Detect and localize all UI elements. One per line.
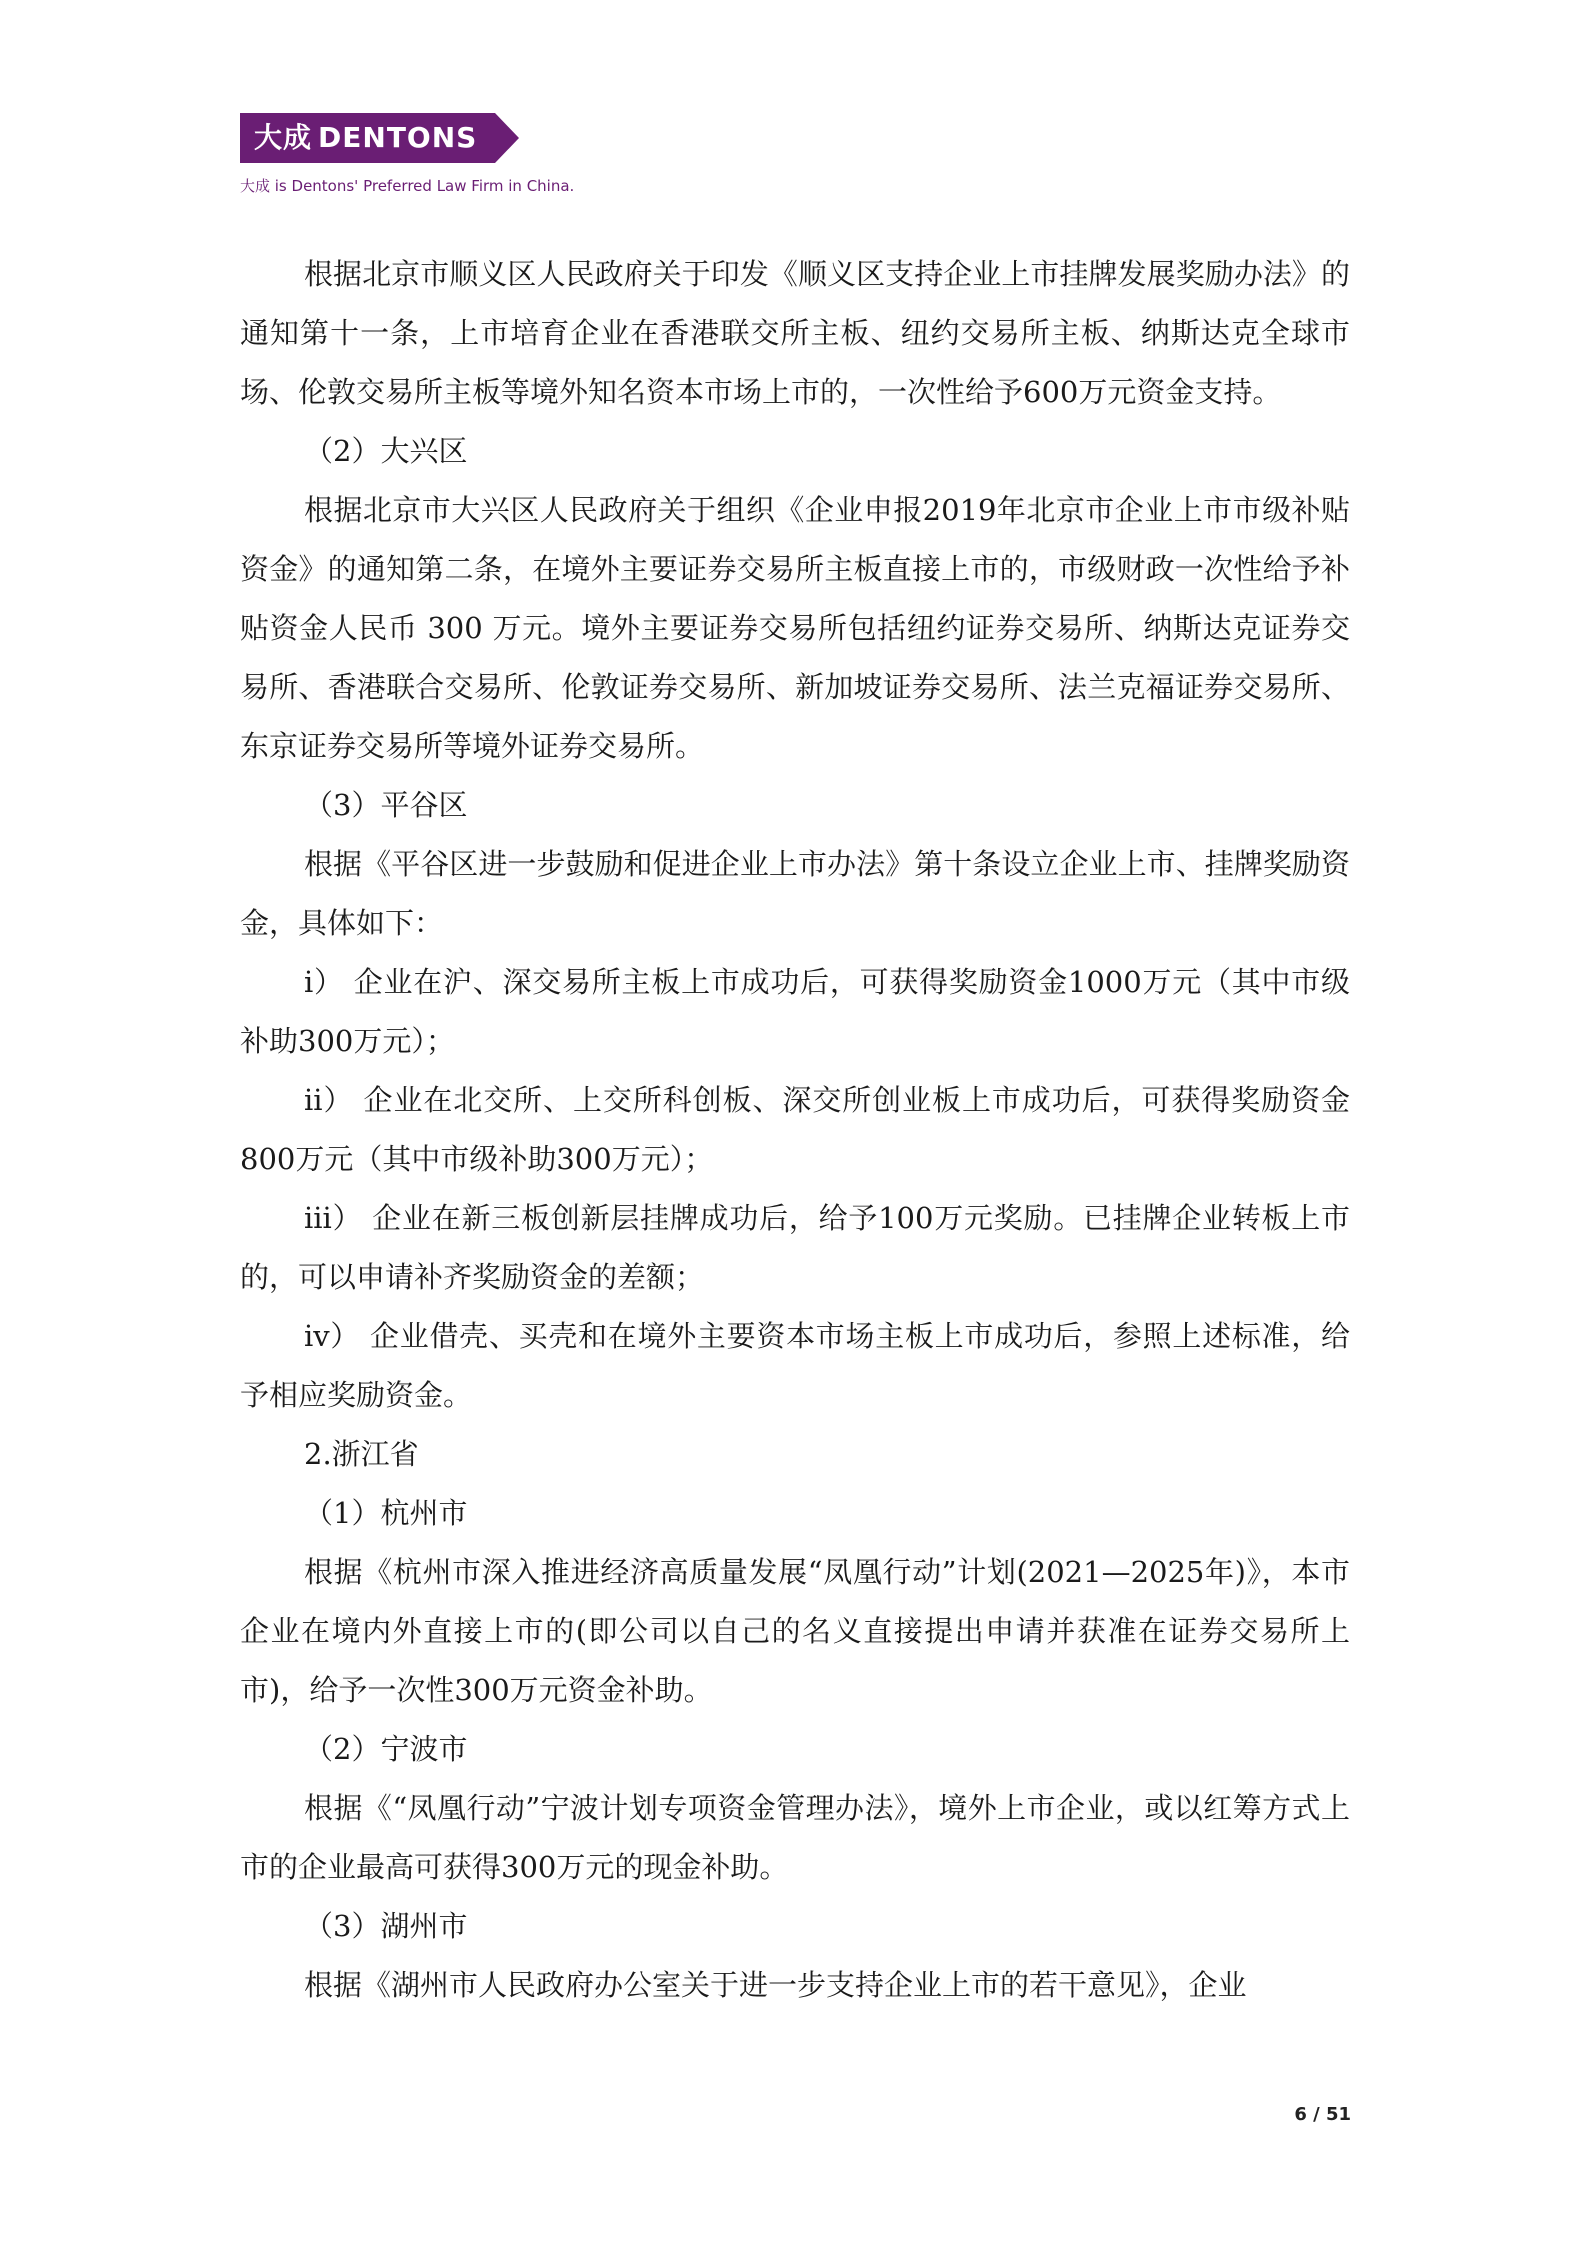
section-heading: （1）杭州市 <box>304 1496 468 1530</box>
page-number: 6 / 51 <box>1294 2104 1351 2125</box>
list-item: i） 企业在沪、深交易所主板上市成功后，可获得奖励资金1000万元（其中市级补助300万元）； <box>240 965 1350 1058</box>
paragraph: 根据《“凤凰行动”宁波计划专项资金管理办法》，境外上市企业，或以红筹方式上市的企业最高可获得300万元的现金补助。 <box>240 1791 1350 1884</box>
list-item: ii） 企业在北交所、上交所科创板、深交所创业板上市成功后，可获得奖励资金800万元（其中市级补助300万元）； <box>240 1083 1350 1176</box>
list-item: iii） 企业在新三板创新层挂牌成功后，给予100万元奖励。已挂牌企业转板上市的，可以申请补齐奖励资金的差额； <box>240 1201 1350 1294</box>
section-heading: 2.浙江省 <box>304 1437 419 1471</box>
list-item: iv） 企业借壳、买壳和在境外主要资本市场主板上市成功后，参照上述标准，给予相应奖励资金。 <box>240 1319 1350 1412</box>
section-heading: （3）湖州市 <box>304 1909 468 1943</box>
paragraph: 根据北京市顺义区人民政府关于印发《顺义区支持企业上市挂牌发展奖励办法》的通知第十一条，上市培育企业在香港联交所主板、纽约交易所主板、纳斯达克全球市场、伦敦交易所主板等境外知名资本市场上市的，一次性给予600万元资金支持。 <box>240 257 1350 409</box>
section-heading: （2）宁波市 <box>304 1732 468 1766</box>
header-logo-block <box>240 113 574 196</box>
paragraph: 根据《杭州市深入推进经济高质量发展“凤凰行动”计划(2021—2025年)》，本市企业在境内外直接上市的(即公司以自己的名义直接提出申请并获准在证券交易所上市)，给予一次性300万元资金补助。 <box>240 1555 1350 1707</box>
section-heading: （3）平谷区 <box>304 788 468 822</box>
logo-tagline: 大成 is Dentons' Preferred Law Firm in China. <box>240 177 575 195</box>
section-heading: （2）大兴区 <box>304 434 468 468</box>
document-body <box>240 245 1350 2015</box>
logo-chinese-text: 大成 <box>254 121 313 154</box>
paragraph: 根据《湖州市人民政府办公室关于进一步支持企业上市的若干意见》，企业 <box>304 1968 1247 2002</box>
logo-english-text: DENTONS <box>318 121 478 154</box>
paragraph: 根据北京市大兴区人民政府关于组织《企业申报2019年北京市企业上市市级补贴资金》的通知第二条，在境外主要证券交易所主板直接上市的，市级财政一次性给予补贴资金人民币 300 万元。境外主要证券交易所包括纽约证券交易所、纳斯达克证券交易所、香港联合交易所、伦敦证券交易所、新加坡证券交易所、法兰克福证券交易所、东京证券交易所等境外证券交易所。 <box>240 493 1350 763</box>
paragraph: 根据《平谷区进一步鼓励和促进企业上市办法》第十条设立企业上市、挂牌奖励资金，具体如下： <box>240 847 1350 940</box>
dentons-logo <box>240 113 495 163</box>
